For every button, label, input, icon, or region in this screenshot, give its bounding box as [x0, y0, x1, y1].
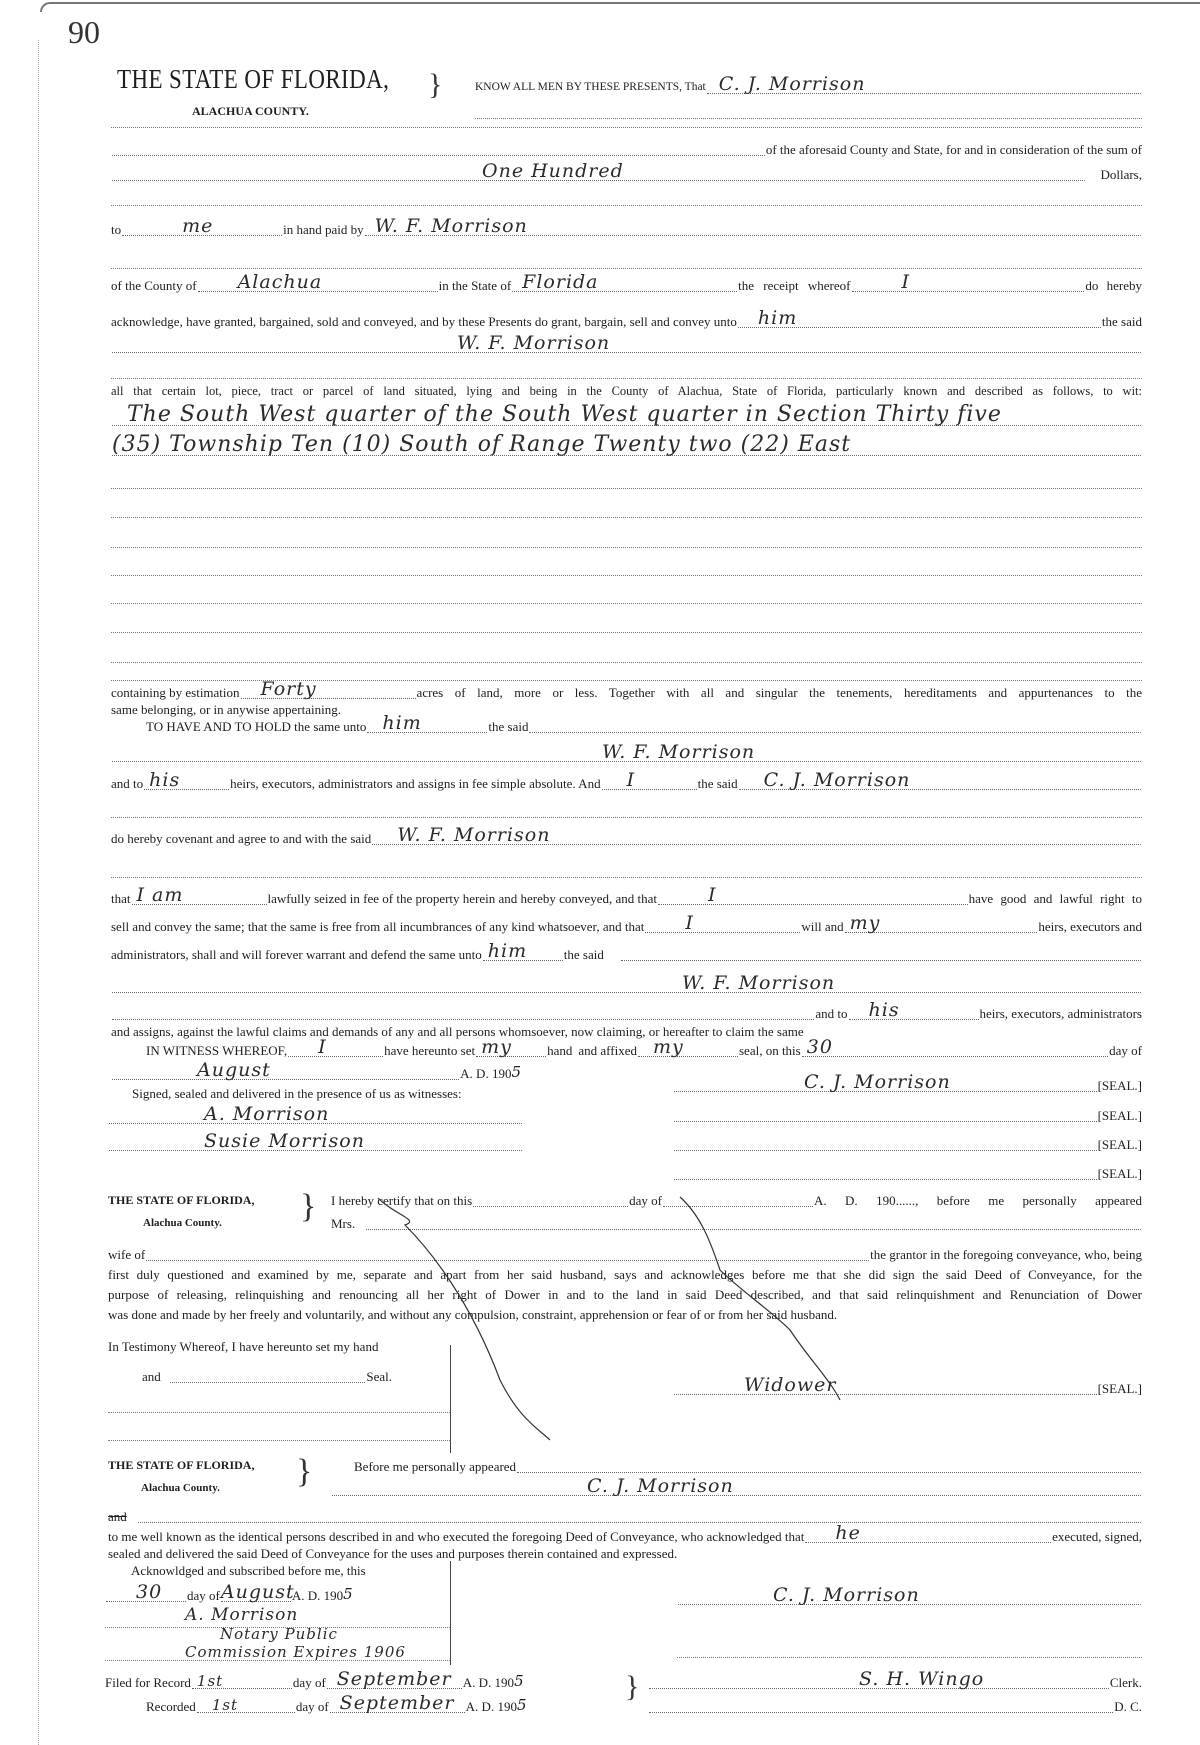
notary-signature: A. Morrison [185, 1605, 299, 1625]
sell-text: sell and convey the same; that the same is free from all incumbrances of any kind whatsoever, and that [111, 919, 645, 934]
day-of-text: day of [629, 1193, 663, 1208]
that-handwriting: I am [136, 884, 184, 906]
seal-word: Seal. [366, 1369, 392, 1384]
brace: } [296, 1453, 313, 1490]
all-that-text: all that certain lot, piece, tract or parcel of land situated, lying and being in the County of Alachua, State of Florida, particularly known and described as follows, to wit: [111, 384, 1142, 398]
grantor-text: the grantor in the foregoing conveyance, who, being [870, 1247, 1142, 1262]
dc-label: D. C. [1114, 1699, 1142, 1714]
know-all-text: KNOW ALL MEN BY THESE PRESENTS, That [475, 81, 706, 93]
grantor-handwriting: C. J. Morrison [718, 73, 866, 95]
ack-date-row [105, 1581, 450, 1603]
ack-signature: C. J. Morrison [773, 1584, 920, 1606]
seal-label: [SEAL.] [1097, 1137, 1142, 1152]
well-known-text: to me well known as the identical persons described in and who executed the foregoing Deed of Conveyance, who acknowledged that [108, 1529, 805, 1544]
sealed-row [108, 1542, 908, 1560]
hereunto-text: have hereunto set [384, 1043, 476, 1058]
ad-text: A. D. 190 [462, 1675, 515, 1690]
dower-county-text: Alachua County. [143, 1217, 222, 1229]
grantor2-handwriting: C. J. Morrison [763, 769, 911, 791]
ad-text: A. D. 190 [465, 1699, 517, 1714]
filed-month-handwriting: September [336, 1668, 452, 1690]
filed-day-handwriting: 1st [196, 1672, 224, 1690]
receipt-text: the receipt whereof [738, 278, 851, 293]
good-right-text: have good and lawful right to [968, 891, 1142, 906]
ack-county [141, 1477, 301, 1495]
dollars-text: Dollars, [1100, 167, 1142, 182]
year-handwriting: 5 [511, 1063, 521, 1081]
containing-text: containing by estimation [111, 685, 240, 700]
well-known-row [108, 1522, 1142, 1544]
sealed-text: sealed and delivered the said Deed of Conveyance for the uses and purposes therein contained and expressed. [108, 1546, 678, 1561]
grantee-handwriting: W. F. Morrison [457, 332, 611, 354]
lawfully-text: lawfully seized in fee of the property herein and hereby conveyed, and that [267, 891, 657, 906]
day-handwriting: 30 [806, 1036, 833, 1058]
grantor-signature: C. J. Morrison [804, 1071, 951, 1093]
grantee3-handwriting: W. F. Morrison [682, 972, 836, 994]
notary-commission: Commission Expires 1906 [185, 1643, 406, 1661]
clerk-row [648, 1668, 1142, 1690]
of-county-text: of the County of [111, 278, 197, 293]
dower-paragraph: first duly questioned and examined by me, separate and apart from her said husband, says and acknowledges before me that she did sign the said Deed of Conveyance, for the [108, 1267, 1142, 1282]
same-belonging-text: same belonging, or in anywise appertaining. [111, 702, 341, 717]
acres-text: acres of land, more or less. Together with all and singular the tenements, hereditaments and appurtenances to the [416, 685, 1142, 700]
day-of-text: day of [295, 1699, 329, 1714]
page-number: 90 [68, 14, 100, 50]
and-handwriting: I [626, 769, 636, 791]
recorded-row [146, 1692, 625, 1714]
covenant-text: do hereby covenant and agree to and with the said [111, 831, 372, 846]
the-said-text: the said [1101, 314, 1142, 329]
and-row [108, 1505, 1142, 1523]
lawfully-handwriting: I [707, 884, 717, 906]
bracket-line [450, 1561, 451, 1665]
witness-handwriting: I [318, 1036, 327, 1058]
ack-year-handwriting: 5 [343, 1585, 353, 1603]
assigns-text: and assigns, against the lawful claims and demands of any and all persons whomsoever, now claiming, or hereafter to claim the same [111, 1024, 804, 1039]
day-of-text: day of [187, 1588, 220, 1603]
filed-year-handwriting: 5 [514, 1672, 524, 1690]
and-text: and [142, 1369, 161, 1384]
grantee2-handwriting: W. F. Morrison [602, 741, 756, 763]
filed-row [105, 1668, 625, 1690]
recorded-month-handwriting: September [339, 1692, 455, 1714]
acres-handwriting: Forty [260, 678, 317, 700]
to-have-text: TO HAVE AND TO HOLD the same unto [146, 719, 367, 734]
in-state-text: in the State of [438, 278, 512, 293]
aforesaid-text: of the aforesaid County and State, for and in consideration of the sum of [765, 142, 1142, 157]
signed-text: Signed, sealed and delivered in the presence of us as witnesses: [132, 1086, 462, 1101]
widower-handwriting: Widower [744, 1374, 837, 1396]
and-to-text: and to [111, 776, 144, 791]
administrators-text: administrators, shall and will forever warrant and defend the same unto [111, 947, 482, 962]
paid-by-text: in hand paid by [283, 222, 364, 237]
certify-text: I hereby certify that on this [331, 1193, 473, 1208]
dower-paragraph: purpose of releasing, relinquishing and renouncing all her right of Dower in and to the land in said Deed described, and that said relinquishment and Renunciation of Dower [108, 1287, 1142, 1302]
affixed-handwriting: my [652, 1036, 684, 1058]
seal-on-text: seal, on this [738, 1043, 801, 1058]
to-handwriting: me [182, 215, 214, 237]
clerk-label: Clerk. [1109, 1675, 1142, 1690]
dower-ad-text: A. D. 190......, before me personally appeared [814, 1193, 1142, 1208]
seal-label: [SEAL.] [1097, 1166, 1142, 1181]
recorded-day-handwriting: 1st [211, 1696, 239, 1714]
recorded-text: Recorded [146, 1699, 196, 1714]
hand-text: hand [547, 1043, 573, 1058]
ad-text: A. D. 190 [460, 1066, 512, 1081]
dower-state-text: THE STATE OF FLORIDA, [108, 1193, 255, 1207]
acknowledge-text: acknowledge, have granted, bargained, sold and conveyed, and by these Presents do grant, bargain, sell and convey unto [111, 314, 737, 329]
heirs2-text: heirs, executors, administrators [979, 1006, 1142, 1021]
county-handwriting: Alachua [237, 271, 323, 293]
state-title: THE STATE OF FLORIDA, [117, 64, 390, 94]
ack-state-text: THE STATE OF FLORIDA, [108, 1458, 255, 1472]
blank-line [677, 1657, 1142, 1658]
heirs-exec-text: heirs, executors and [1038, 919, 1142, 934]
filed-text: Filed for Record [105, 1675, 191, 1690]
covenant-handwriting: W. F. Morrison [397, 824, 551, 846]
the-said-text: the said [563, 947, 604, 962]
ack-month-handwriting: August [220, 1581, 295, 1603]
before-me-row [354, 1455, 1142, 1473]
ad-text: A. D. 190 [291, 1588, 344, 1603]
mrs-text: Mrs. [331, 1216, 356, 1231]
witness-signature: A. Morrison [204, 1103, 330, 1125]
ack-signature-row [677, 1584, 1142, 1606]
subscribed-row [131, 1559, 451, 1577]
heirs-text: heirs, executors, administrators and assigns in fee simple absolute. And [230, 776, 601, 791]
paid-by-handwriting: W. F. Morrison [374, 215, 528, 237]
dc-row [648, 1695, 1142, 1713]
witness-text: IN WITNESS WHEREOF, [146, 1043, 288, 1058]
brace: } [625, 1670, 640, 1703]
notary-title: Notary Public [220, 1625, 338, 1643]
unto-handwriting: him [757, 307, 798, 329]
ack-state [108, 1454, 308, 1472]
seal-label: [SEAL.] [1097, 1078, 1142, 1093]
state-handwriting: Florida [522, 271, 599, 293]
appeared-handwriting: C. J. Morrison [587, 1475, 734, 1497]
the-said-text: the said [488, 719, 529, 734]
will-and-text: will and [801, 919, 844, 934]
testimony-text: In Testimony Whereof, I have hereunto set my hand [108, 1339, 379, 1354]
seal-label: [SEAL.] [1097, 1381, 1142, 1396]
brace: } [428, 68, 443, 101]
and-to-text: and to [815, 1006, 848, 1021]
to-text: to [111, 222, 122, 237]
and-struck-text: and [108, 1509, 127, 1524]
will-handwriting: my [849, 912, 881, 934]
his-handwriting: his [149, 769, 181, 791]
description-handwriting: (35) Township Ten (10) South of Range Twenty two (22) East [112, 432, 852, 457]
that-text: that [111, 891, 131, 906]
subscribed-text: Acknowldged and subscribed before me, this [131, 1563, 366, 1578]
do-hereby-text: do hereby [1085, 278, 1142, 293]
before-me-text: Before me personally appeared [354, 1459, 517, 1474]
the-said-text: the said [697, 776, 738, 791]
appeared-row [331, 1475, 1142, 1497]
month-handwriting: August [197, 1059, 271, 1081]
day-of-text: day of [1109, 1043, 1142, 1058]
set-handwriting: my [481, 1036, 512, 1058]
sell-handwriting: I [685, 912, 694, 934]
admin-handwriting: him [487, 940, 528, 962]
recorded-year-handwriting: 5 [516, 1696, 527, 1714]
sum-handwriting: One Hundred [482, 160, 624, 182]
wife-of-text: wife of [108, 1247, 146, 1262]
description-handwriting: The South West quarter of the South West quarter in Section Thirty five [127, 402, 1002, 427]
to-have-handwriting: him [382, 712, 422, 734]
affixed-text: and affixed [578, 1043, 637, 1058]
he-handwriting: he [835, 1522, 861, 1544]
day-of-text: day of [292, 1675, 326, 1690]
ack-county-text: Alachua County. [141, 1482, 220, 1494]
brace: } [300, 1188, 317, 1225]
receipt-handwriting: I [901, 271, 911, 293]
witness-signature: Susie Morrison [204, 1130, 365, 1152]
his2-handwriting: his [868, 999, 900, 1021]
executed-text: executed, signed, [1052, 1529, 1142, 1544]
ack-day-handwriting: 30 [136, 1581, 163, 1603]
dower-paragraph: was done and made by her freely and voluntarily, and without any compulsion, constraint, apprehension or fear of or from her said husband. [108, 1307, 838, 1322]
county-title: ALACHUA COUNTY. [192, 104, 309, 118]
clerk-signature: S. H. Wingo [859, 1668, 985, 1690]
seal-label: [SEAL.] [1097, 1108, 1142, 1123]
